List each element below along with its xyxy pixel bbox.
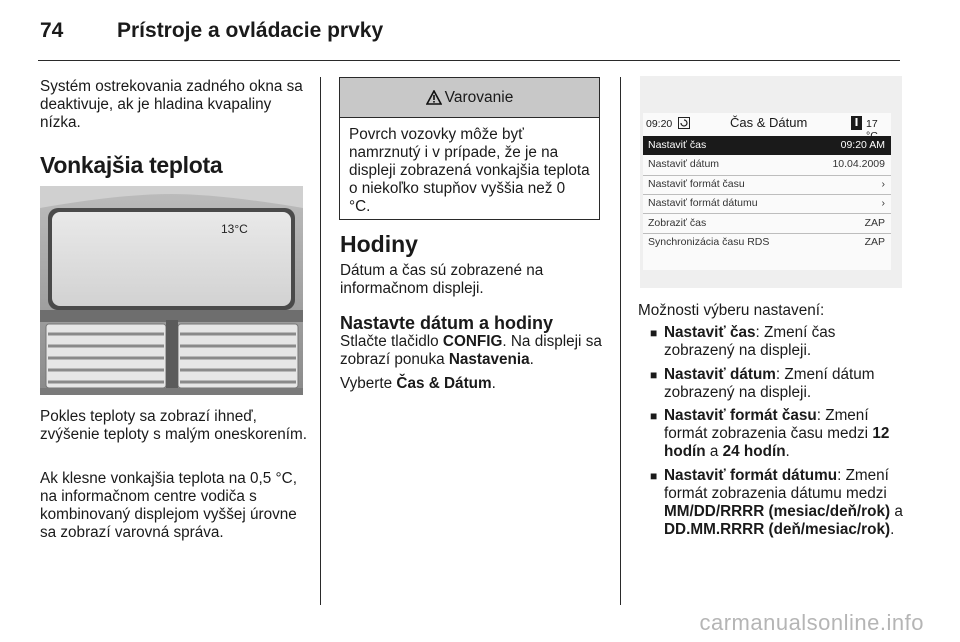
- option-value: MM/DD/RRRR (mesiac/deň/rok): [664, 503, 891, 520]
- option-description: : Zmení dátum zobrazený na displeji.: [664, 366, 875, 401]
- row-label: Nastaviť formát času: [648, 178, 745, 190]
- page-title: Prístroje a ovládacie prvky: [117, 19, 384, 42]
- config-button-label: CONFIG: [442, 333, 503, 350]
- temp-warning-paragraph: Ak klesne vonkajšia teplota na 0,5 °C, na informačnom centre vodiča s kombinovaný displejom vyššej úrovne sa zobrazí varovná správa.: [40, 470, 297, 541]
- text-span: Stlačte tlačidlo: [340, 333, 443, 350]
- intro-paragraph: Systém ostrekovania zadného okna sa deaktivuje, ak je hladina kvapaliny nízka.: [40, 78, 303, 131]
- chevron-right-icon: ›: [881, 197, 885, 209]
- row-value: 10.04.2009: [832, 158, 885, 170]
- section-heading-clock: Hodiny: [340, 231, 418, 257]
- display-row-time-format: [643, 175, 891, 194]
- display-status-bar: [646, 116, 890, 132]
- option-value: 12 hodín: [664, 425, 890, 460]
- text-span: . Na displeji sa zobrazí ponuka: [340, 333, 602, 368]
- row-value: 09:20 AM: [840, 139, 885, 151]
- subheading-set-date-time: Nastavte dátum a hodiny: [340, 313, 554, 333]
- row-label: Nastaviť čas: [648, 139, 707, 151]
- option-description: : Zmení formát zobrazenia dátumu medzi: [664, 467, 889, 502]
- bullet-icon: ■: [650, 409, 658, 423]
- list-item: [638, 407, 910, 461]
- option-value: DD.MM.RRRR (deň/mesiac/rok): [664, 521, 891, 538]
- instrument-display-photo: [40, 186, 303, 395]
- header-divider: [38, 60, 900, 61]
- list-item-text: [664, 407, 912, 461]
- text-span: Vyberte: [340, 375, 397, 392]
- thermometer-icon: [851, 116, 862, 130]
- display-time: 09:20: [646, 118, 673, 130]
- option-description: : Zmení čas zobrazený na displeji.: [664, 324, 836, 359]
- row-value: ZAP: [864, 217, 885, 229]
- page-number: 74: [40, 19, 64, 42]
- bullet-icon: ■: [650, 469, 658, 483]
- list-item: [638, 467, 910, 539]
- display-row-set-date: [643, 155, 891, 174]
- clock-intro-paragraph: Dátum a čas sú zobrazené na informačnom displeji.: [340, 262, 544, 297]
- time-date-menu-label: Čas & Dátum: [396, 375, 492, 392]
- info-display-screenshot: [640, 76, 902, 288]
- text-span: .: [785, 443, 790, 460]
- config-instruction-paragraph: [340, 333, 602, 369]
- list-item: [638, 324, 910, 360]
- text-span: a: [890, 503, 903, 520]
- option-name: Nastaviť formát dátumu: [664, 467, 838, 484]
- text-span: .: [529, 351, 534, 368]
- row-label: Synchronizácia času RDS: [648, 236, 770, 248]
- photo-temperature-readout: 13°C: [221, 222, 248, 236]
- row-value: ZAP: [864, 236, 885, 248]
- row-label: Nastaviť dátum: [648, 158, 720, 170]
- display-row-show-time: [643, 214, 891, 233]
- watermark: carmanualsonline.info: [699, 610, 924, 635]
- chevron-right-icon: ›: [881, 178, 885, 190]
- text-span: a: [705, 443, 723, 460]
- warning-triangle-icon: [426, 90, 442, 105]
- select-instruction-paragraph: [340, 375, 602, 393]
- option-name: Nastaviť formát času: [664, 407, 817, 424]
- options-intro: Možnosti výberu nastavení:: [638, 302, 825, 319]
- column-divider-2: [620, 77, 621, 605]
- list-item-text: [664, 467, 908, 539]
- text-span: .: [491, 375, 496, 392]
- row-label: Nastaviť formát dátumu: [648, 197, 758, 209]
- settings-menu-label: Nastavenia: [448, 351, 530, 368]
- refresh-icon: [678, 117, 690, 129]
- warning-header: [340, 78, 599, 118]
- option-description: : Zmení formát zobrazenia času medzi: [664, 407, 873, 442]
- column-divider-1: [320, 77, 321, 605]
- bullet-icon: ■: [650, 326, 658, 340]
- display-row-date-format: [643, 194, 891, 213]
- dashboard-illustration: [40, 186, 303, 395]
- warning-title: Varovanie: [444, 88, 514, 106]
- temp-change-paragraph: Pokles teploty sa zobrazí ihneď, zvýšenie teploty s malým oneskorením.: [40, 408, 307, 443]
- display-row-rds-sync: [643, 233, 891, 252]
- bullet-icon: ■: [650, 368, 658, 382]
- option-value: 24 hodín: [722, 443, 786, 460]
- display-title: Čas & Dátum: [730, 115, 808, 130]
- option-name: Nastaviť dátum: [664, 366, 776, 383]
- list-item-text: [664, 366, 894, 402]
- list-item: [638, 366, 910, 402]
- text-span: .: [890, 521, 895, 538]
- warning-body: Povrch vozovky môže byť namrznutý i v prípade, že je na displeji zobrazená vonkajšia teplota o niekoľko stupňov vyššia než 0 °C.: [349, 126, 590, 215]
- row-label: Zobraziť čas: [648, 217, 707, 229]
- warning-box: [339, 77, 600, 220]
- section-heading-outside-temp: Vonkajšia teplota: [40, 152, 223, 178]
- list-item-text: [664, 324, 910, 360]
- display-row-set-time: [643, 136, 891, 155]
- option-name: Nastaviť čas: [664, 324, 756, 341]
- display-temperature: 17: [866, 118, 878, 130]
